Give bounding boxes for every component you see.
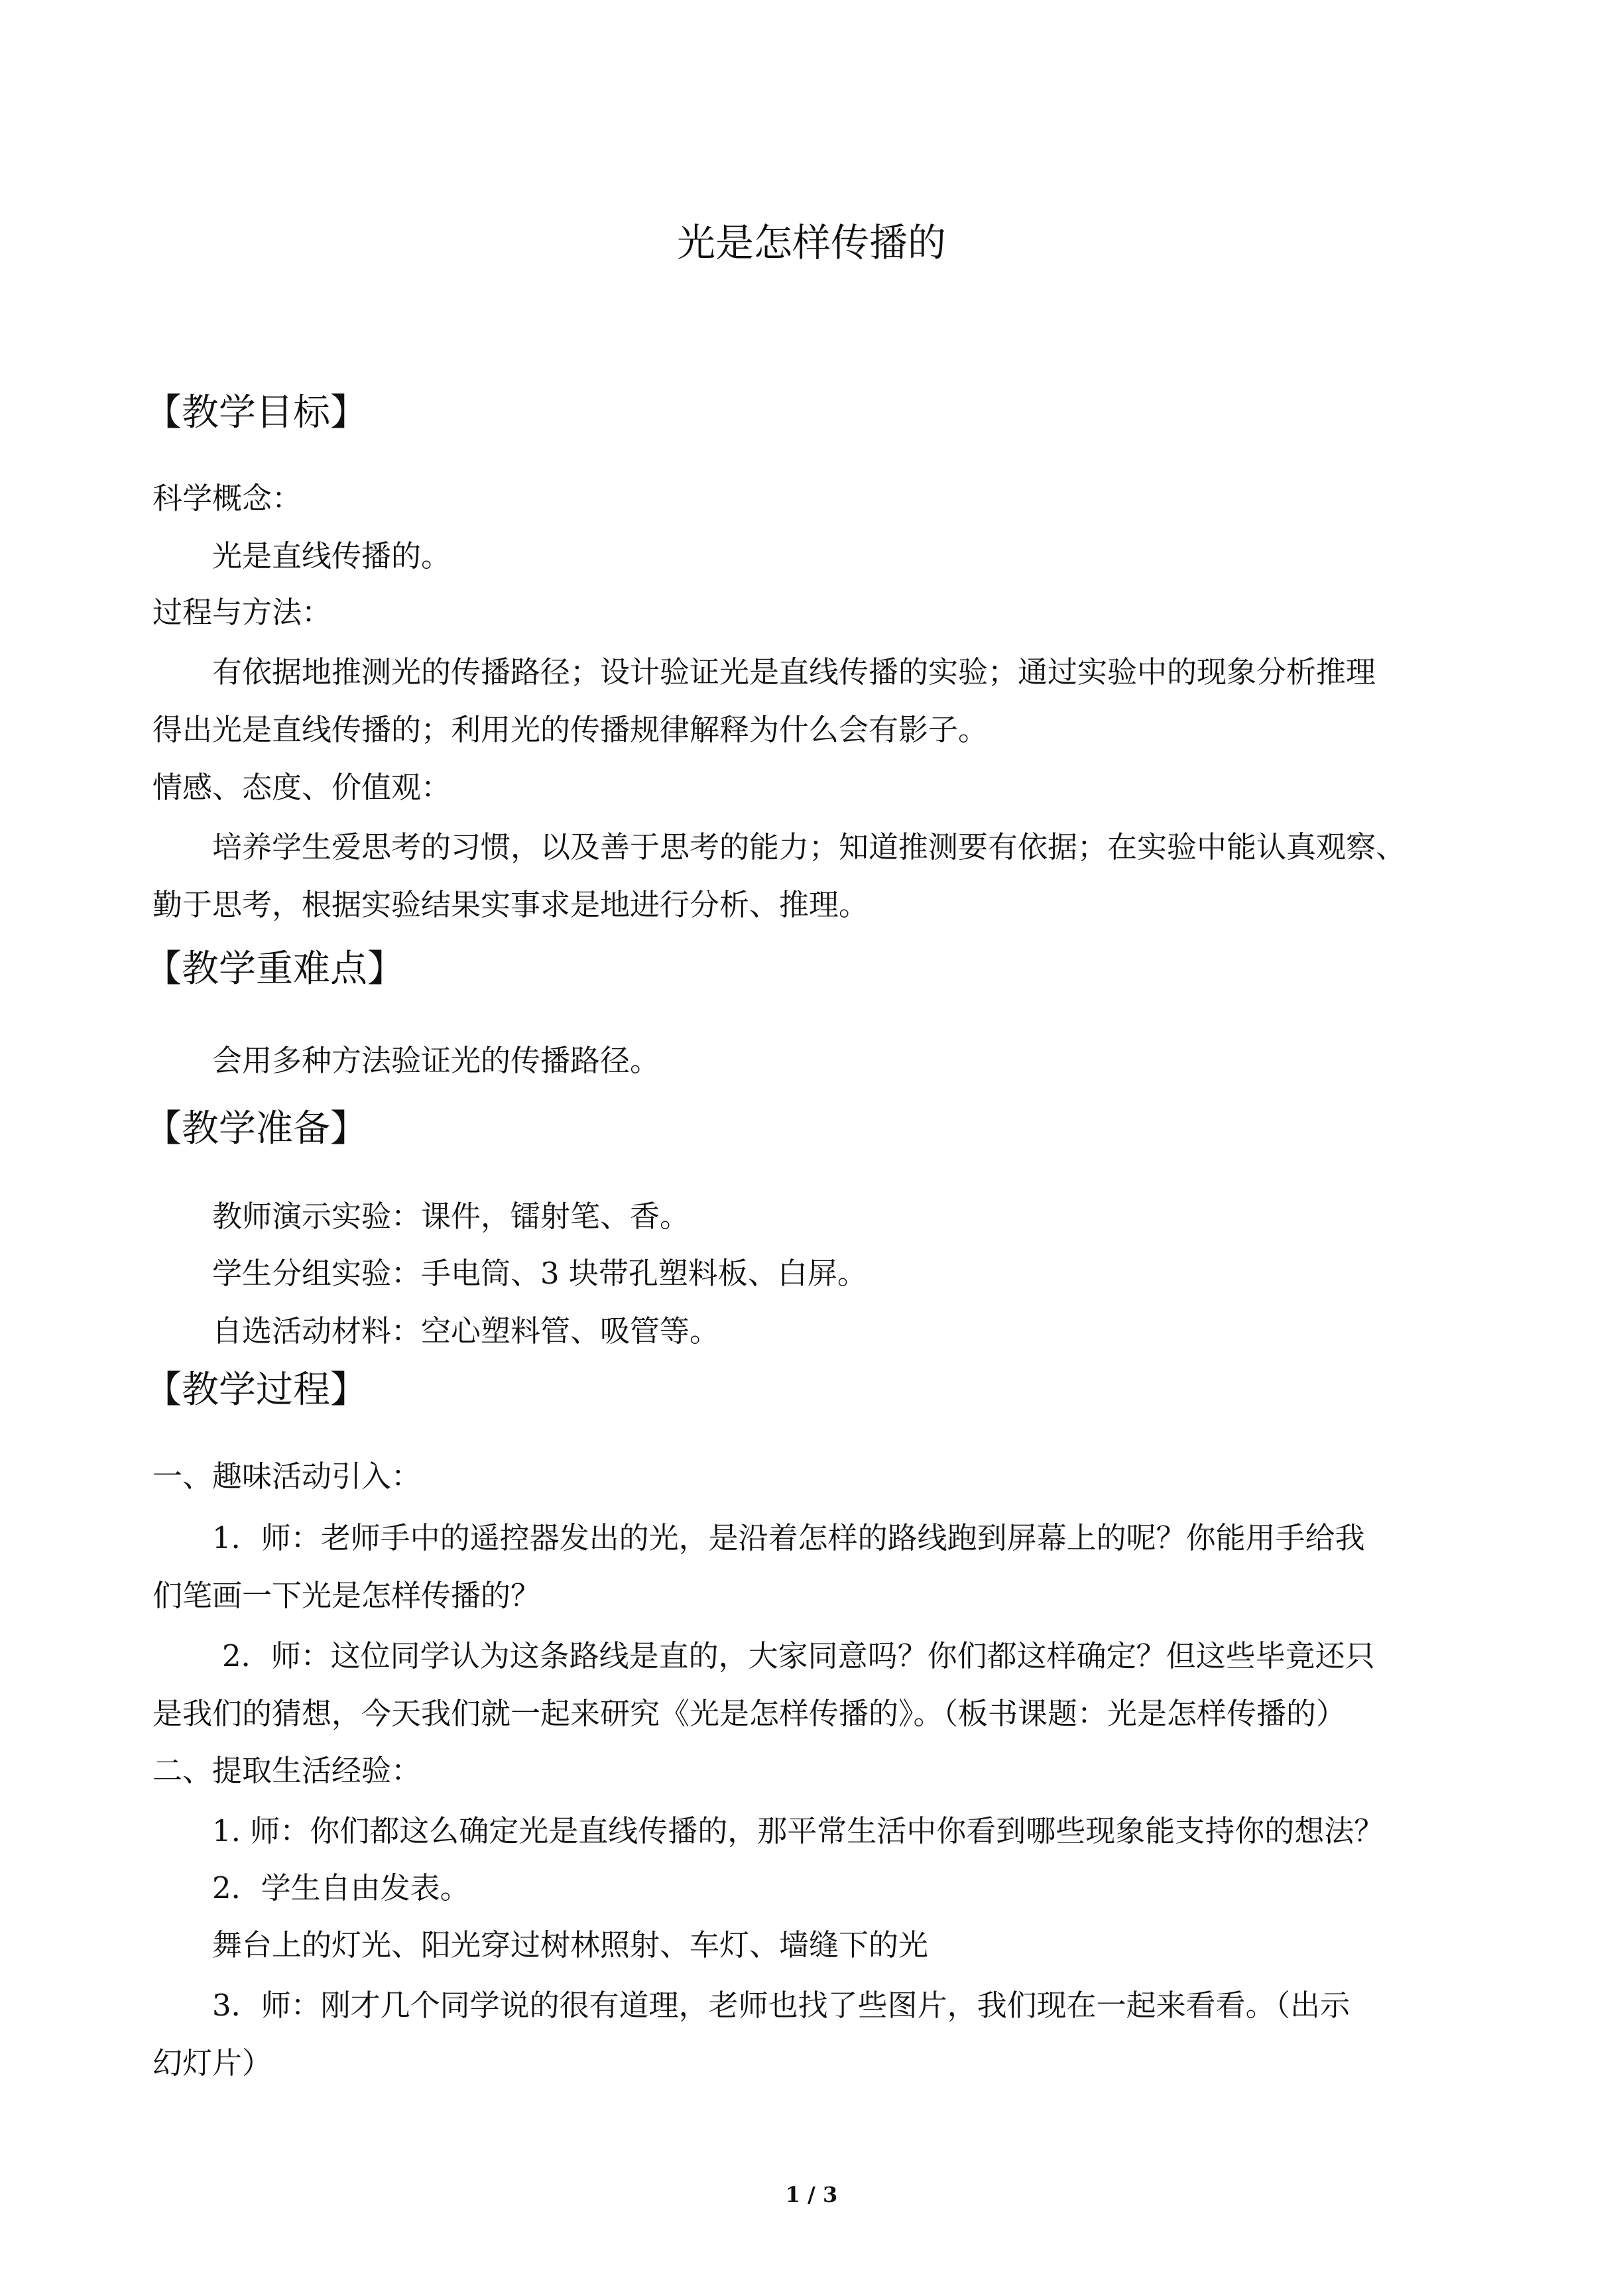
process-part-1-step-1-line-2: 们笔画一下光是怎样传播的？ bbox=[152, 1578, 541, 1613]
process-part-1-step-2-line-1: 2．师：这位同学认为这条路线是直的，大家同意吗？你们都这样确定？但这些毕竟还只 bbox=[222, 1638, 1375, 1673]
emotion-text-line-2: 勤于思考，根据实验结果实事求是地进行分析、推理。 bbox=[152, 887, 869, 922]
process-part-2-step-3-line-2: 幻灯片） bbox=[152, 2045, 272, 2081]
process-part-2-step-2-example: 舞台上的灯光、阳光穿过树林照射、车灯、墙缝下的光 bbox=[212, 1927, 929, 1963]
section-heading-objectives: 【教学目标】 bbox=[145, 391, 367, 434]
emotion-text-line-1: 培养学生爱思考的习惯，以及善于思考的能力；知道推测要有依据；在实验中能认真观察、 bbox=[212, 829, 1406, 865]
preparation-item-teacher: 教师演示实验：课件，镭射笔、香。 bbox=[212, 1199, 690, 1234]
section-heading-key-points: 【教学重难点】 bbox=[145, 947, 404, 991]
preparation-item-student: 学生分组实验：手电筒、3 块带孔塑料板、白屏。 bbox=[212, 1256, 867, 1291]
emotion-label: 情感、态度、价值观： bbox=[152, 770, 451, 805]
page-number: 1 / 3 bbox=[785, 2182, 838, 2207]
process-method-text-line-1: 有依据地推测光的传播路径；设计验证光是直线传播的实验；通过实验中的现象分析推理 bbox=[212, 654, 1376, 690]
document-title: 光是怎样传播的 bbox=[676, 220, 946, 265]
process-part-1-step-2-line-2: 是我们的猜想，今天我们就一起来研究《光是怎样传播的》。（板书课题：光是怎样传播的） bbox=[152, 1696, 1347, 1731]
process-part-1-step-1-line-1: 1．师：老师手中的遥控器发出的光，是沿着怎样的路线跑到屏幕上的呢？你能用手给我 bbox=[212, 1520, 1365, 1555]
process-part-2-step-1: 1. 师：你们都这么确定光是直线传播的，那平常生活中你看到哪些现象能支持你的想法？ bbox=[212, 1813, 1384, 1848]
process-method-label: 过程与方法： bbox=[152, 595, 332, 630]
key-points-text: 会用多种方法验证光的传播路径。 bbox=[212, 1043, 660, 1078]
section-heading-process: 【教学过程】 bbox=[145, 1368, 367, 1412]
process-method-text-line-2: 得出光是直线传播的；利用光的传播规律解释为什么会有影子。 bbox=[152, 712, 989, 747]
process-part-2-label: 二、提取生活经验： bbox=[152, 1753, 422, 1788]
preparation-item-optional: 自选活动材料：空心塑料管、吸管等。 bbox=[212, 1313, 720, 1349]
section-heading-preparation: 【教学准备】 bbox=[145, 1107, 367, 1150]
process-part-2-step-2: 2．学生自由发表。 bbox=[212, 1870, 470, 1905]
process-part-1-label: 一、趣味活动引入： bbox=[152, 1459, 422, 1494]
concept-label: 科学概念： bbox=[152, 481, 302, 516]
concept-text: 光是直线传播的。 bbox=[212, 538, 451, 574]
process-part-2-step-3-line-1: 3．师：刚才几个同学说的很有道理，老师也找了些图片，我们现在一起来看看。（出示 bbox=[212, 1988, 1351, 2023]
